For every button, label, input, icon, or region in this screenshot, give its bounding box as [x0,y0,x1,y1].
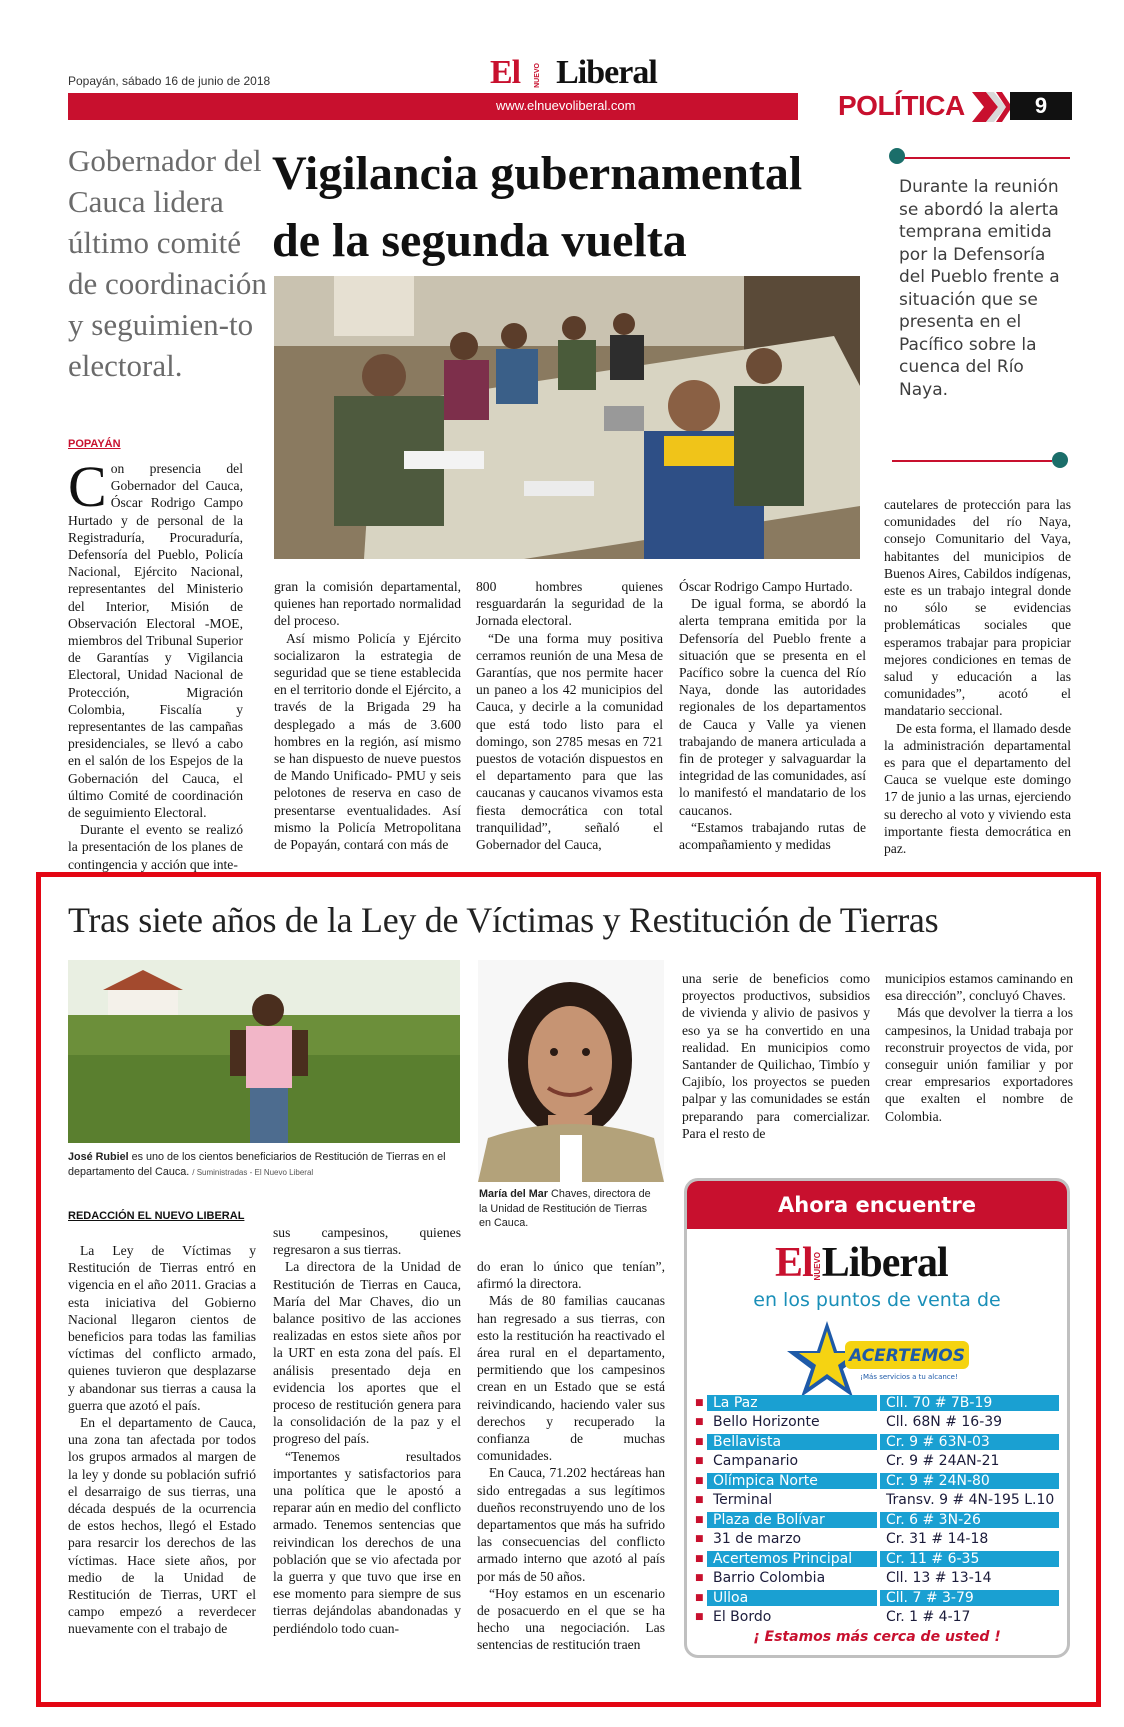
location-address: Cr. 9 # 24N-80 [880,1473,1059,1489]
director-photo-caption [479,1187,659,1231]
location-place: Acertemos Principal [707,1551,877,1567]
location-place: La Paz [707,1395,877,1411]
meeting-photo [274,276,860,559]
pullquote-dot-icon [1052,452,1068,468]
logo-el: El [775,1240,813,1286]
location-place: El Bordo [713,1609,772,1626]
location-address: Cll. 7 # 3-79 [880,1590,1059,1606]
location-address: Cll. 70 # 7B-19 [880,1395,1059,1411]
paragraph: De esta forma, el llamado desde la administración departamental es para que el departamento del Cauca se vuelque este domingo 17 de junio a las urnas, ejerciendo su derecho al voto y viviendo esta importante fiesta democrática en paz. [884,720,1071,857]
article2-column-4 [682,970,870,1142]
bullet-icon: ■ [695,1495,704,1506]
location-address: Cr. 11 # 6-35 [880,1551,1059,1567]
location-address: Cr. 9 # 24AN-21 [886,1453,1000,1470]
page-number: 9 [1010,92,1072,120]
pullquote-rule-bottom [892,460,1052,462]
bullet-icon: ■ [695,1417,704,1428]
ad-title: Ahora encuentre [687,1181,1067,1229]
bullet-icon: ■ [695,1475,704,1486]
paragraph: En Cauca, 71.202 hectáreas han sido entregadas a sus legítimos dueños reconstruyendo uno de los departamentos que más ha sufrido las consecuencias del conflicto armado interno que azotó al país por más de 50 años. [477,1465,665,1584]
paragraph: Óscar Rodrigo Campo Hurtado. [679,579,853,594]
location-place: Olímpica Norte [707,1473,877,1489]
logo-liberal: Liberal [821,1240,948,1286]
bullet-icon: ■ [695,1573,704,1584]
paragraph: sus campesinos, quienes regresaron a sus tierras. [273,1225,461,1258]
pullquote: Durante la reunión se abordó la alerta temprana emitida por la Defensoría del Pueblo frente a situación que se presenta en el Pacífico sobre la cuenca del Río Naya. [899,177,1060,400]
article1-column-2 [274,578,461,853]
paragraph: De igual forma, se abordó la alerta temprana emitida por la Defensoría del Pueblo frente a situación que se presenta en el Pacífico sobre la cuenca del Río Naya, donde las autoridades regionales de los departamentos de Cauca y Valle ya vienen trabajando de manera articulada a fin de proteger y salvaguardar la integridad de las comunidades, así lo manifestó el mandatario de los caucanos. [679,596,866,818]
section-chevron-icon [972,92,1012,122]
paragraph: Más de 80 familias caucanas han regresado a sus tierras, con esto la restitución ha reactivado el área rural en el departamento, permitiendo que los campesinos crean en un Estado que se está reivindicando, haciendo valer sus derechos y recuperado la confianza de muchas comunidades. [477,1293,665,1464]
paragraph: cautelares de protección para las comunidades del río Naya, consejo Comunitario del Vaya, habitantes del municipios de Buenos Aires, Cabildos indígenas, este es un trabajo integral donde no sólo se evidencias problemáticas sociales que esperamos trabajar para propiciar mejores condiciones en temas de salud y educación a las comunidades”, acotó el mandatario seccional. [884,497,1071,719]
location-place: Barrio Colombia [713,1570,826,1587]
article-headline [272,140,872,274]
paragraph: En el departamento de Cauca, una zona tan afectada por todos los grupos armados al margen de la ley y donde su población sufrió el desarraigo de sus tierras, una década después de la ocurrencia de estos hechos, llegó el Estado para resarcir los derechos de las víctimas. Hace siete años, por medio de la Unidad de Restitución de Tierras, URT el campo empezó a reverdecer nuevamente con el trabajo de [68,1415,256,1637]
paragraph: “Tenemos resultados importantes y satisfactorios para una política que le apostó a reparar aún en medio del conflicto armado. Tenemos sentencias que reivindican los derechos de una población que se vio afectada por la guerra y que tuvo que irse en ese momento para siempre de sus tierras dejándolas abandonadas y perdiéndolo todo cuan- [273,1448,461,1636]
location-address: Cr. 6 # 3N-26 [880,1512,1059,1528]
bullet-icon: ■ [695,1592,704,1603]
ad-subtitle: en los puntos de venta de [753,1289,1001,1311]
acertemos-wordmark: ACERTEMOS [849,1346,965,1366]
farmer-photo-caption [68,1150,460,1180]
paragraph: 800 hombres quienes resguardarán la seguridad de la Jornada electoral. [476,579,663,629]
headline-line-1: Vigilancia gubernamental [272,147,803,200]
location-address: Cll. 13 # 13-14 [886,1570,992,1587]
logo-nuevo: NUEVO [534,62,542,88]
bullet-icon: ■ [695,1553,704,1564]
bullet-icon: ■ [695,1534,704,1545]
article2-column-3 [477,1258,665,1654]
location-row [695,1588,1059,1608]
photo-credit: / Suministradas - El Nuevo Liberal [192,1167,314,1177]
logo-liberal: Liberal [556,54,657,91]
paragraph: “Estamos trabajando rutas de acompañamiento y medidas [679,819,866,853]
pullquote-dot-icon [889,148,905,164]
caption-text: Chaves, directora de la Unidad de Restitución de Tierras en Cauca. [479,1188,651,1229]
location-place: Campanario [713,1453,799,1470]
paragraph: Más que devolver la tierra a los campesinos, la Unidad trabaja por reconstruir proyectos de vida, por conseguir unión familiar y por crear empresarios exportadores que exalten el nombre de Colombia. [885,1005,1073,1124]
location-place: Ulloa [707,1590,877,1606]
paragraph: municipios estamos caminando en esa dirección”, concluyó Chaves. [885,971,1073,1004]
location-row [695,1471,1059,1491]
paragraph: “Hoy estamos en un escenario de posacuerdo en el que se ha hecho una negociación. Las sentencias de restitución traen [477,1585,665,1653]
drop-cap: C [68,454,107,519]
paragraph: Así mismo Policía y Ejército socializaron la estrategia de seguridad que se tiene establecida en el territorio donde el Ejército, a través de la Brigada 29 ha desplegado a más de 3.600 hombres en la región, así mismo se han dispuesto de nueve puestos de Mando Unificado- PMU y seis pelotones de reserva en caso de presentarse eventualidades. Así mismo la Policía Metropolitana de Popayán, contará con más de [274,630,461,853]
paragraph: La directora de la Unidad de Restitución de Tierras en Cauca, María del Mar Chaves, dio un balance positivo de las acciones realizadas en estos siete años por la URT en esta zona del país. El análisis presentado deja en evidencia los aportes que el proceso de restitución genera para la consolidación de la paz y el progreso del país. [273,1259,461,1447]
location-row [695,1413,1059,1433]
director-portrait [478,960,664,1182]
location-address: Cr. 1 # 4-17 [886,1609,971,1626]
pullquote-rule-top [892,157,1070,159]
location-address: Cr. 9 # 63N-03 [880,1434,1059,1450]
farmer-photo [68,960,460,1143]
paragraph: do eran lo único que tenían”, afirmó la directora. [477,1259,665,1292]
article2-column-2 [273,1224,461,1637]
ad-footer: ¡ Estamos más cerca de usted ! [753,1629,1001,1645]
locations-list [695,1393,1059,1627]
location-row [695,1569,1059,1589]
paragraph: gran la comisión departamental, quienes han reportado normalidad del proceso. [274,579,461,629]
headline-line-2: de la segunda vuelta [272,214,687,267]
paragraph: on presencia del Gobernador del Cauca, Óscar Rodrigo Campo Hurtado y de personal de la Registraduría, Procuraduría, Defensoría del Pueblo, Policía Nacional, Ejército Nacional, representantes del Ministerio del Interior, Misión de Observación Electoral -MOE, miembros del Tribunal Superior de Garantías y Vigilancia Electoral, Unidad Nacional de Protección, Migración Colombia, Fiscalía y representantes de las campañas presidenciales, se llevó a cabo en el salón de los Espejos de la Gobernación del Cauca, el último Comité de coordinación de seguimiento Electoral. [68,461,243,821]
edition-date: Popayán, sábado 16 de junio de 2018 [68,74,271,88]
article1-column-5 [884,496,1071,857]
acertemos-advertisement[interactable] [684,1178,1070,1658]
location-place: 31 de marzo [713,1531,802,1548]
logo-el: El [490,54,521,91]
location-row [695,1452,1059,1472]
article-kicker: Gobernador del Cauca lidera último comité de coordinación y seguimien-to electoral. [68,143,267,383]
article2-column-1 [68,1242,256,1638]
section-title: POLÍTICA [838,90,965,121]
article1-column-3 [476,578,663,853]
bullet-icon: ■ [695,1397,704,1408]
bullet-icon: ■ [695,1436,704,1447]
location-address: Cll. 68N # 16-39 [886,1414,1003,1431]
location-place: Terminal [713,1492,773,1509]
paragraph: “De una forma muy positiva cerramos reunión de una Mesa de Garantías, que nos permite hacer un paneo a los 42 municipios del Cauca, y decirle a la comunidad que está todo listo para el domingo, son 2785 mesas en 721 puestos de votación dispuestos en el departamento para que las caucanas y caucanos vivamos esta fiesta democrática con total tranquilidad”, señaló el Gobernador del Cauca, [476,630,663,853]
acertemos-tagline: ¡Más servicios a tu alcance! [860,1373,958,1381]
feature-byline: REDACCIÓN EL NUEVO LIBERAL [68,1210,245,1222]
caption-bold: María del Mar [479,1188,549,1200]
newspaper-logo[interactable] [490,56,657,90]
location-row [695,1608,1059,1628]
caption-bold: José Rubiel [68,1151,129,1163]
location-row [695,1510,1059,1530]
paragraph: una serie de beneficios como proyectos productivos, subsidios de vivienda y alivio de pasivos y eso ya se ha convertido en una realidad. En municipios como Santander de Quilichao, Timbío y Cajibío, los proyectos se pueden palpar y las comunidades se están preparando para comercializar. Para el resto de [682,971,870,1141]
location-row [695,1432,1059,1452]
location-address: Cr. 31 # 14-18 [886,1531,989,1548]
ad-newspaper-logo [775,1239,948,1287]
article2-column-5 [885,970,1073,1125]
article1-column-4 [679,578,866,853]
bullet-icon: ■ [695,1612,704,1623]
bullet-icon: ■ [695,1514,704,1525]
caption-text: es uno de los cientos beneficiarios de Restitución de Tierras en el departamento del Cauca. [68,1151,446,1178]
feature-headline: Tras siete años de la Ley de Víctimas y Restitución de Tierras [68,900,939,940]
site-url-link[interactable]: www.elnuevoliberal.com [496,98,636,113]
location-row [695,1530,1059,1550]
location-row [695,1491,1059,1511]
article1-column-1 [68,454,243,873]
paragraph: Durante el evento se realizó la presentación de los planes de contingencia y acción que inte- [68,822,243,872]
bullet-icon: ■ [695,1456,704,1467]
logo-nuevo: NUEVO [812,1252,822,1281]
location-place: Plaza de Bolívar [707,1512,877,1528]
location-place: Bello Horizonte [713,1414,820,1431]
location-place: Bellavista [707,1434,877,1450]
location-address: Transv. 9 # 4N-195 L.10 [886,1492,1055,1509]
article-byline: POPAYÁN [68,438,121,450]
acertemos-logo-icon [787,1319,977,1399]
paragraph: La Ley de Víctimas y Restitución de Tierras entró en vigencia en el año 2011. Gracias a esta iniciativa del Gobierno Nacional llegaron cientos de beneficios para todas las familias víctimas del conflicto armado, quienes tuvieron que desplazarse y abandonar sus tierras a causa la guerra que azotó el país. [68,1243,256,1413]
location-row [695,1393,1059,1413]
header-red-bar [68,93,798,120]
location-row [695,1549,1059,1569]
